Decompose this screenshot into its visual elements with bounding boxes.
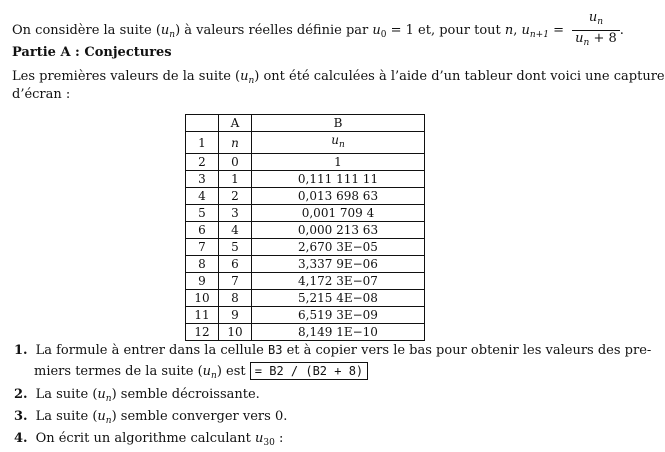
q2-var-u: u	[97, 387, 106, 402]
cell-a: 9	[219, 307, 252, 324]
q1-text-1: La formule à entrer dans la cellule	[35, 343, 268, 358]
q1-label: 1.	[14, 343, 28, 358]
paragraph-line-2: d’écran :	[12, 87, 71, 102]
q3-var-n: n	[105, 416, 112, 426]
q3-text-1: La suite (	[35, 409, 98, 424]
row-number: 3	[186, 171, 219, 188]
q1-text-2: et à copier vers le bas pour obtenir les valeurs des pre-	[282, 343, 652, 358]
corner-cell	[186, 115, 219, 132]
sheet-row	[186, 256, 425, 273]
equals: =	[548, 23, 569, 38]
row-number: 10	[186, 290, 219, 307]
cell-b: 2,670 3E−05	[252, 239, 425, 256]
column-header-b: B	[252, 115, 425, 132]
row-number: 5	[186, 205, 219, 222]
q4-sub: 30	[263, 438, 275, 448]
row-number: 8	[186, 256, 219, 273]
var-n-2: n	[504, 23, 514, 38]
sheet-row	[186, 132, 425, 154]
frac-den: u	[575, 31, 584, 46]
sub-n1: n+1	[529, 30, 549, 40]
q3-var-u: u	[97, 409, 106, 424]
frac-num: u	[588, 10, 598, 25]
q2-text-2: ) semble décroissante.	[111, 387, 260, 402]
var-n: n	[169, 30, 176, 40]
intro-u0-value: = 1 et, pour tout	[386, 23, 505, 38]
frac-den-tail: + 8	[589, 31, 617, 46]
question-4	[14, 430, 284, 452]
cell-b-sub: n	[338, 140, 345, 150]
q3-label: 3.	[14, 409, 28, 424]
cell-b: 0,000 213 63	[252, 222, 425, 239]
question-3	[14, 408, 288, 430]
column-header-a: A	[219, 115, 252, 132]
cell-a: 6	[219, 256, 252, 273]
intro-text-mid: ) à valeurs réelles définie par	[175, 23, 373, 38]
sheet-row	[186, 205, 425, 222]
period: .	[619, 23, 624, 38]
question-1-line-1	[14, 341, 652, 360]
var-u: u	[160, 23, 170, 38]
sheet-row	[186, 171, 425, 188]
sheet-row	[186, 188, 425, 205]
sub-0: 0	[380, 30, 387, 40]
q1-text-4: ) est	[216, 364, 250, 379]
sheet-row	[186, 324, 425, 341]
comma: ,	[513, 23, 522, 38]
var-u-para: u	[240, 69, 249, 84]
cell-b: 4,172 3E−07	[252, 273, 425, 290]
cell-a: 5	[219, 239, 252, 256]
row-number: 7	[186, 239, 219, 256]
frac-num-sub: n	[597, 17, 604, 27]
intro-text: On considère la suite (	[12, 23, 161, 38]
cell-a: 4	[219, 222, 252, 239]
cell-b: 0,013 698 63	[252, 188, 425, 205]
row-number: 9	[186, 273, 219, 290]
sheet-row	[186, 239, 425, 256]
cell-a: 3	[219, 205, 252, 222]
question-1-line-2	[34, 362, 368, 385]
cell-b: 1	[252, 154, 425, 171]
sheet-row	[186, 290, 425, 307]
formula-box: = B2 / (B2 + 8)	[250, 362, 368, 380]
cell-a: 2	[219, 188, 252, 205]
cell-b	[252, 132, 425, 154]
cell-a: 0	[219, 154, 252, 171]
cell-b: 0,111 111 11	[252, 171, 425, 188]
q2-var-n: n	[105, 394, 112, 404]
q2-text-1: La suite (	[35, 387, 98, 402]
paragraph-line-1	[12, 68, 665, 90]
row-number: 4	[186, 188, 219, 205]
row-number: 11	[186, 307, 219, 324]
sheet-row	[186, 307, 425, 324]
frac-den-sub: n	[583, 38, 590, 48]
q4-var-u: u	[254, 431, 264, 446]
para-text-2: ) ont été calculées à l’aide d’un tableur dont voici une capture	[254, 69, 665, 84]
question-2	[14, 386, 260, 408]
cell-a-var: n	[231, 135, 239, 150]
cell-b: 0,001 709 4	[252, 205, 425, 222]
q4-label: 4.	[14, 431, 28, 446]
cell-b: 3,337 9E−06	[252, 256, 425, 273]
cell-b: 8,149 1E−10	[252, 324, 425, 341]
cell-a: 8	[219, 290, 252, 307]
row-number: 12	[186, 324, 219, 341]
q2-label: 2.	[14, 387, 28, 402]
q3-text-2: ) semble converger vers 0.	[111, 409, 288, 424]
part-a-title: Partie A : Conjectures	[12, 45, 172, 60]
row-number: 1	[186, 132, 219, 154]
cell-b: 6,519 3E−09	[252, 307, 425, 324]
sheet-row	[186, 273, 425, 290]
sheet-row	[186, 222, 425, 239]
var-un1: u	[521, 23, 530, 38]
var-n-para: n	[248, 76, 255, 86]
q1-text-3: miers termes de la suite (	[34, 364, 203, 379]
q1-cell: B3	[268, 343, 283, 357]
q4-text-1: On écrit un algorithme calculant	[35, 431, 255, 446]
q1-var-n: n	[211, 371, 217, 381]
cell-a: 7	[219, 273, 252, 290]
var-u0: u	[372, 23, 381, 38]
para-text-1: Les premières valeurs de la suite (	[12, 69, 241, 84]
spreadsheet-table	[185, 114, 425, 341]
cell-a: 10	[219, 324, 252, 341]
sheet-header-row	[186, 115, 425, 132]
cell-a: 1	[219, 171, 252, 188]
cell-a	[219, 132, 252, 154]
cell-b-var: u	[331, 133, 339, 147]
fraction	[572, 10, 620, 51]
row-number: 2	[186, 154, 219, 171]
q1-var-u: u	[202, 364, 212, 379]
q4-text-2: :	[274, 431, 284, 446]
sheet-row	[186, 154, 425, 171]
row-number: 6	[186, 222, 219, 239]
cell-b: 5,215 4E−08	[252, 290, 425, 307]
